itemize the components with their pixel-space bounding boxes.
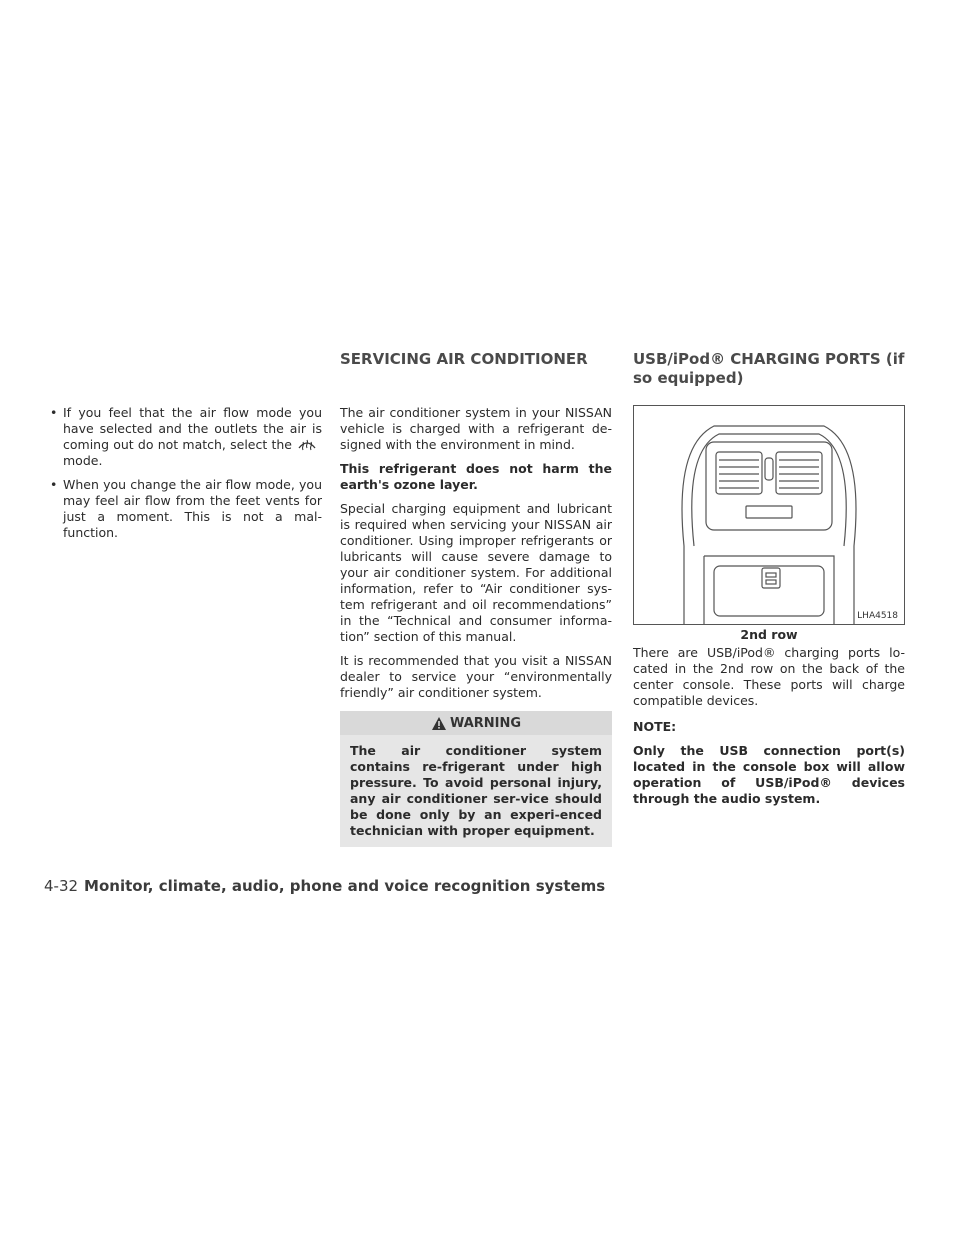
section-heading-usb-ports: USB/iPod® CHARGING PORTS (if so equipped) — [633, 350, 905, 387]
page-number: 4-32 — [44, 877, 79, 895]
note-label: NOTE: — [633, 719, 677, 734]
warning-icon — [431, 716, 447, 731]
warning-header — [340, 711, 612, 735]
figure-code: LHA4518 — [857, 611, 898, 621]
bullet-text-post: mode. — [63, 453, 103, 468]
paragraph: The air conditioner system in your NISSAN vehicle is charged with a refrigerant de-signed with the environment in mind. — [340, 405, 612, 452]
bullet-text: When you change the air flow mode, you may feel air flow from the feet vents for just a moment. This is not a mal-function. — [63, 477, 322, 540]
note-text: Only the USB connection port(s) located in the console box will allow operation of USB/iPod® devices through the audio system. — [633, 743, 905, 806]
bullet-item: • If you feel that the air flow mode you have selected and the outlets the air is coming out do not match, select themode. — [50, 405, 322, 468]
bullet-text-pre: If you feel that the air flow mode you have selected and the outlets the air is coming out do not match, select the — [63, 405, 322, 452]
air-flow-bullets — [50, 405, 322, 549]
bullet-item: • When you change the air flow mode, you may feel air flow from the feet vents for just a moment. This is not a mal-function. — [50, 477, 322, 540]
warning-box — [340, 711, 612, 847]
paragraph-bold: This refrigerant does not harm the earth's ozone layer. — [340, 461, 612, 492]
console-illustration — [633, 405, 905, 625]
usb-ports-section — [633, 405, 905, 817]
front-defrost-icon — [296, 437, 318, 451]
rear-console-usb-icon — [634, 406, 904, 624]
page-footer — [44, 877, 605, 896]
paragraph: Special charging equipment and lubricant is required when servicing your NISSAN air conditioner. Using improper refrigerants or lubricants will cause severe damage to your air conditioner system. For additional information, refer to “Air conditioner sys-tem refrigerant and oil recommendations” in the “Technical and consumer informa-tion” section of this manual. — [340, 501, 612, 644]
warning-label: WARNING — [449, 715, 522, 731]
warning-body — [340, 735, 612, 847]
servicing-ac-section — [340, 405, 612, 847]
warning-text: The air conditioner system contains re-frigerant under high pressure. To avoid personal injury, any air conditioner ser-vice should be done only by an experi-enced technician with proper equipment. — [350, 743, 602, 838]
paragraph: There are USB/iPod® charging ports lo-cated in the 2nd row on the back of the center console. These ports will charge compatible devices. — [633, 645, 905, 708]
section-heading-servicing-ac: SERVICING AIR CONDITIONER — [340, 350, 588, 368]
chapter-title: Monitor, climate, audio, phone and voice recognition systems — [84, 877, 606, 895]
figure-caption: 2nd row — [740, 627, 798, 642]
paragraph: It is recommended that you visit a NISSAN dealer to service your “environmentally friendly” air conditioner system. — [340, 653, 612, 700]
